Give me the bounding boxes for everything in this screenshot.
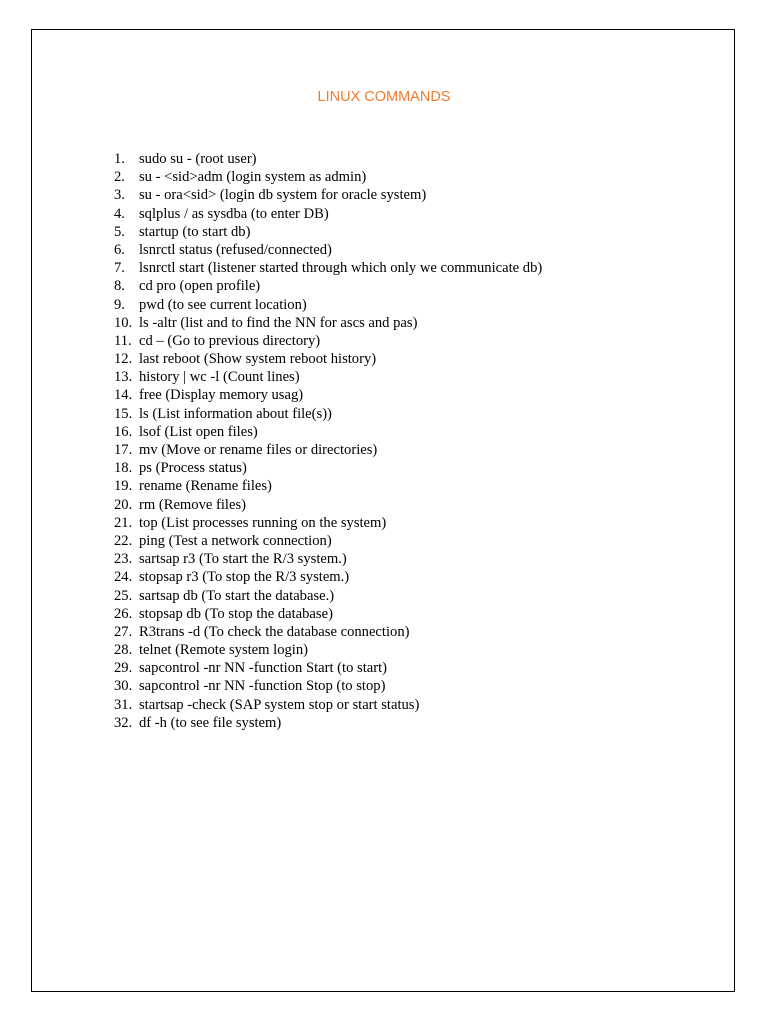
item-number: 17.: [114, 442, 133, 458]
item-number: 1.: [114, 151, 125, 167]
item-text: lsnrctl status (refused/connected): [139, 241, 332, 258]
item-text: sudo su - (root user): [139, 151, 257, 167]
list-item: [114, 223, 542, 241]
item-number: 3.: [114, 187, 125, 204]
item-number: 10.: [114, 314, 133, 331]
command-list: [114, 150, 542, 732]
item-number: 15.: [114, 405, 133, 422]
item-text: mv (Move or rename files or directories): [139, 442, 378, 458]
item-text: sartsap db (To start the database.): [139, 587, 335, 604]
item-number: 8.: [114, 278, 125, 295]
list-item: [114, 714, 542, 732]
item-text: lsnrctl start (listener started through which only we communicate db): [139, 260, 543, 277]
item-text: su - <sid>adm (login system as admin): [139, 169, 367, 186]
list-item: [114, 186, 542, 204]
item-text: lsof (List open files): [139, 423, 258, 440]
list-item: [114, 477, 542, 495]
item-text: sqlplus / as sysdba (to enter DB): [139, 205, 329, 222]
list-item: [114, 532, 542, 550]
item-number: 21.: [114, 514, 133, 531]
list-item: [114, 605, 542, 623]
item-text: cd – (Go to previous directory): [139, 332, 321, 349]
item-text: telnet (Remote system login): [139, 642, 309, 659]
list-item: [114, 386, 542, 404]
list-item: [114, 659, 542, 677]
item-text: sartsap r3 (To start the R/3 system.): [139, 551, 347, 568]
item-number: 9.: [114, 296, 125, 313]
item-text: startsap -check (SAP system stop or start status): [139, 696, 420, 713]
item-number: 16.: [114, 423, 133, 440]
list-item: [114, 459, 542, 477]
item-number: 27.: [114, 623, 133, 640]
list-item: [114, 296, 542, 314]
item-text: sapcontrol -nr NN -function Start (to start): [139, 660, 388, 677]
document-title: LINUX COMMANDS: [317, 89, 451, 105]
item-number: 32.: [114, 714, 133, 731]
list-item: [114, 550, 542, 568]
list-item: [114, 641, 542, 659]
item-text: rm (Remove files): [139, 496, 246, 513]
item-number: 23.: [114, 551, 133, 568]
item-text: su - ora<sid> (login db system for oracle system): [139, 187, 427, 204]
list-item: [114, 405, 542, 423]
list-item: [114, 277, 542, 295]
item-number: 22.: [114, 532, 133, 549]
item-text: sapcontrol -nr NN -function Stop (to stop): [139, 678, 386, 695]
list-item: [114, 332, 542, 350]
list-item: [114, 623, 542, 641]
item-text: free (Display memory usag): [139, 387, 304, 404]
item-text: cd pro (open profile): [139, 278, 261, 295]
list-item: [114, 314, 542, 332]
item-number: 4.: [114, 205, 125, 222]
item-number: 19.: [114, 478, 133, 495]
list-item: [114, 259, 542, 277]
item-number: 6.: [114, 241, 125, 258]
list-item: [114, 496, 542, 514]
item-number: 12.: [114, 351, 133, 368]
list-item: [114, 514, 542, 532]
item-number: 11.: [114, 332, 132, 349]
item-text: stopsap r3 (To stop the R/3 system.): [139, 569, 350, 586]
item-number: 30.: [114, 678, 133, 695]
list-item: [114, 587, 542, 605]
item-number: 29.: [114, 660, 133, 677]
item-number: 28.: [114, 642, 133, 659]
list-item: [114, 423, 542, 441]
item-number: 20.: [114, 496, 133, 513]
list-item: [114, 696, 542, 714]
list-item: [114, 568, 542, 586]
item-text: rename (Rename files): [139, 478, 272, 495]
list-item: [114, 168, 542, 186]
list-item: [114, 368, 542, 386]
item-number: 13.: [114, 369, 133, 386]
list-item: [114, 150, 542, 168]
item-number: 26.: [114, 605, 133, 622]
list-item: [114, 241, 542, 259]
item-number: 2.: [114, 169, 125, 186]
list-item: [114, 441, 542, 459]
item-text: history | wc -l (Count lines): [139, 369, 300, 386]
item-text: df -h (to see file system): [139, 714, 282, 731]
item-text: ping (Test a network connection): [139, 532, 332, 549]
item-text: R3trans -d (To check the database connection): [139, 623, 410, 640]
item-text: startup (to start db): [139, 223, 251, 240]
item-text: ps (Process status): [139, 460, 247, 477]
list-item: [114, 350, 542, 368]
item-number: 25.: [114, 587, 133, 604]
item-text: pwd (to see current location): [139, 296, 307, 313]
item-number: 31.: [114, 696, 133, 713]
list-item: [114, 205, 542, 223]
item-number: 14.: [114, 387, 133, 404]
item-number: 5.: [114, 223, 125, 240]
item-text: last reboot (Show system reboot history): [139, 351, 377, 368]
item-text: ls (List information about file(s)): [139, 405, 332, 422]
item-text: top (List processes running on the system): [139, 514, 387, 531]
item-number: 7.: [114, 260, 125, 277]
item-text: stopsap db (To stop the database): [139, 605, 333, 622]
list-item: [114, 677, 542, 695]
item-text: ls -altr (list and to find the NN for ascs and pas): [139, 314, 418, 331]
item-number: 18.: [114, 460, 133, 477]
item-number: 24.: [114, 569, 133, 586]
